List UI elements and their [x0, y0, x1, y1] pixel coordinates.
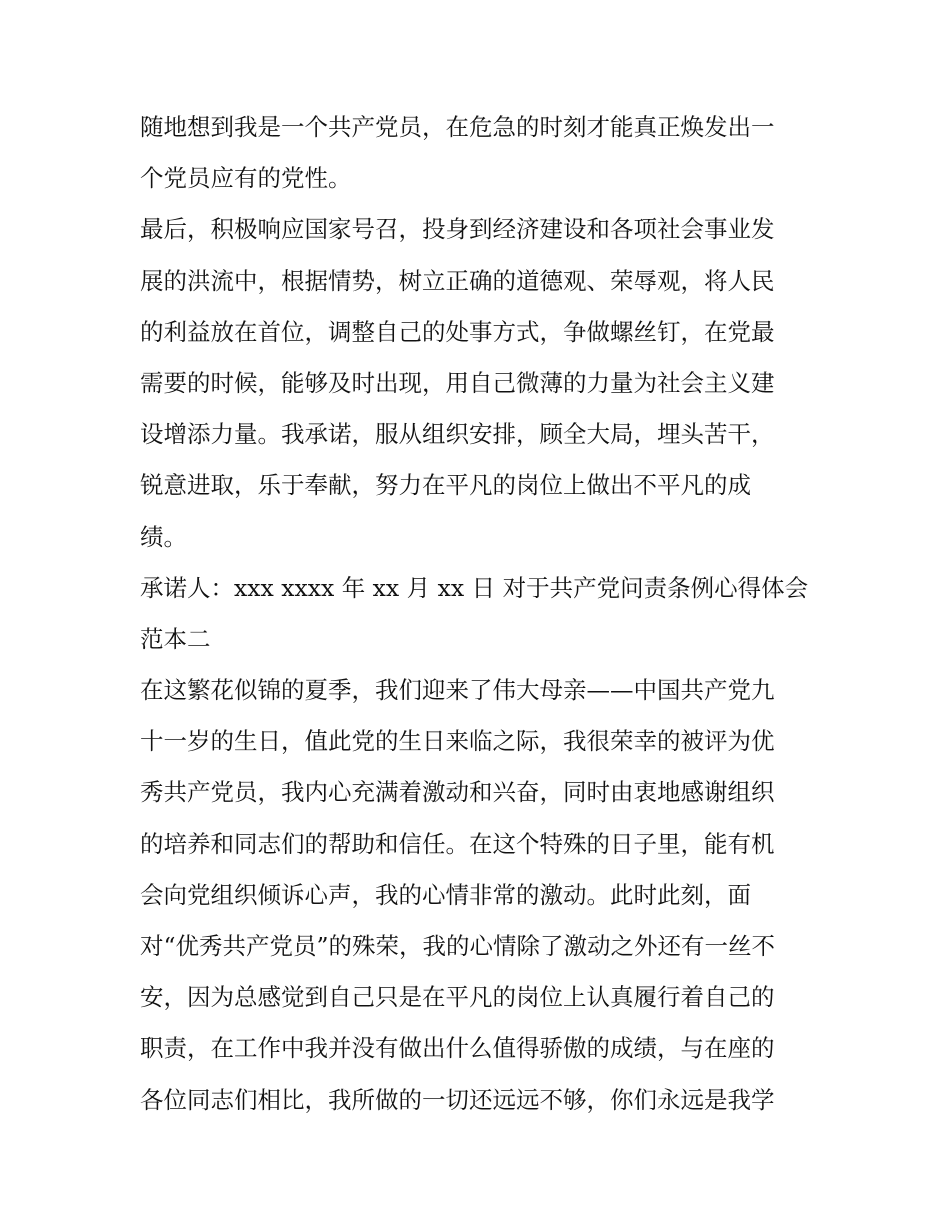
body-text — [140, 102, 816, 1126]
text-line: 的培养和同志们的帮助和信任。在这个特殊的日子里，能有机 — [140, 829, 775, 858]
text-line: 锐意进取，乐于奉献，努力在平凡的岗位上做出不平凡的成 — [140, 471, 751, 500]
text-line: 需要的时候，能够及时出现，用自己微薄的力量为社会主义建 — [140, 368, 775, 397]
text-line: 秀共产党员，我内心充满着激动和兴奋，同时由衷地感谢组织 — [140, 778, 775, 807]
text-line: 对“优秀共产党员”的殊荣，我的心情除了激动之外还有一丝不 — [140, 932, 776, 960]
text-line: 最后，积极响应国家号召，投身到经济建设和各项社会事业发 — [140, 215, 775, 244]
signature-line: 承诺人：xxx xxxx 年 xx 月 xx 日 对于共产党问责条例心得体会 — [140, 573, 809, 602]
text-line: 绩。 — [140, 522, 187, 551]
text-line: 会向党组织倾诉心声，我的心情非常的激动。此时此刻，面 — [140, 880, 751, 909]
text-line: 职责，在工作中我并没有做出什么值得骄傲的成绩，与在座的 — [140, 1034, 775, 1063]
text-line: 设增添力量。我承诺，服从组织安排，顾全大局，埋头苦干， — [140, 420, 775, 449]
text-line: 安，因为总感觉到自己只是在平凡的岗位上认真履行着自己的 — [140, 983, 775, 1012]
text-line: 个党员应有的党性。 — [140, 164, 352, 193]
section-title: 范本二 — [140, 624, 211, 653]
text-line: 各位同志们相比，我所做的一切还远远不够，你们永远是我学 — [140, 1085, 775, 1114]
text-line: 的利益放在首位，调整自己的处事方式，争做螺丝钉，在党最 — [140, 317, 775, 346]
text-line: 十一岁的生日，值此党的生日来临之际，我很荣幸的被评为优 — [140, 727, 775, 756]
text-line: 在这繁花似锦的夏季，我们迎来了伟大母亲——中国共产党九 — [140, 676, 775, 705]
text-line: 随地想到我是一个共产党员，在危急的时刻才能真正焕发出一 — [140, 113, 775, 141]
text-line: 展的洪流中，根据情势，树立正确的道德观、荣辱观，将人民 — [140, 266, 775, 295]
